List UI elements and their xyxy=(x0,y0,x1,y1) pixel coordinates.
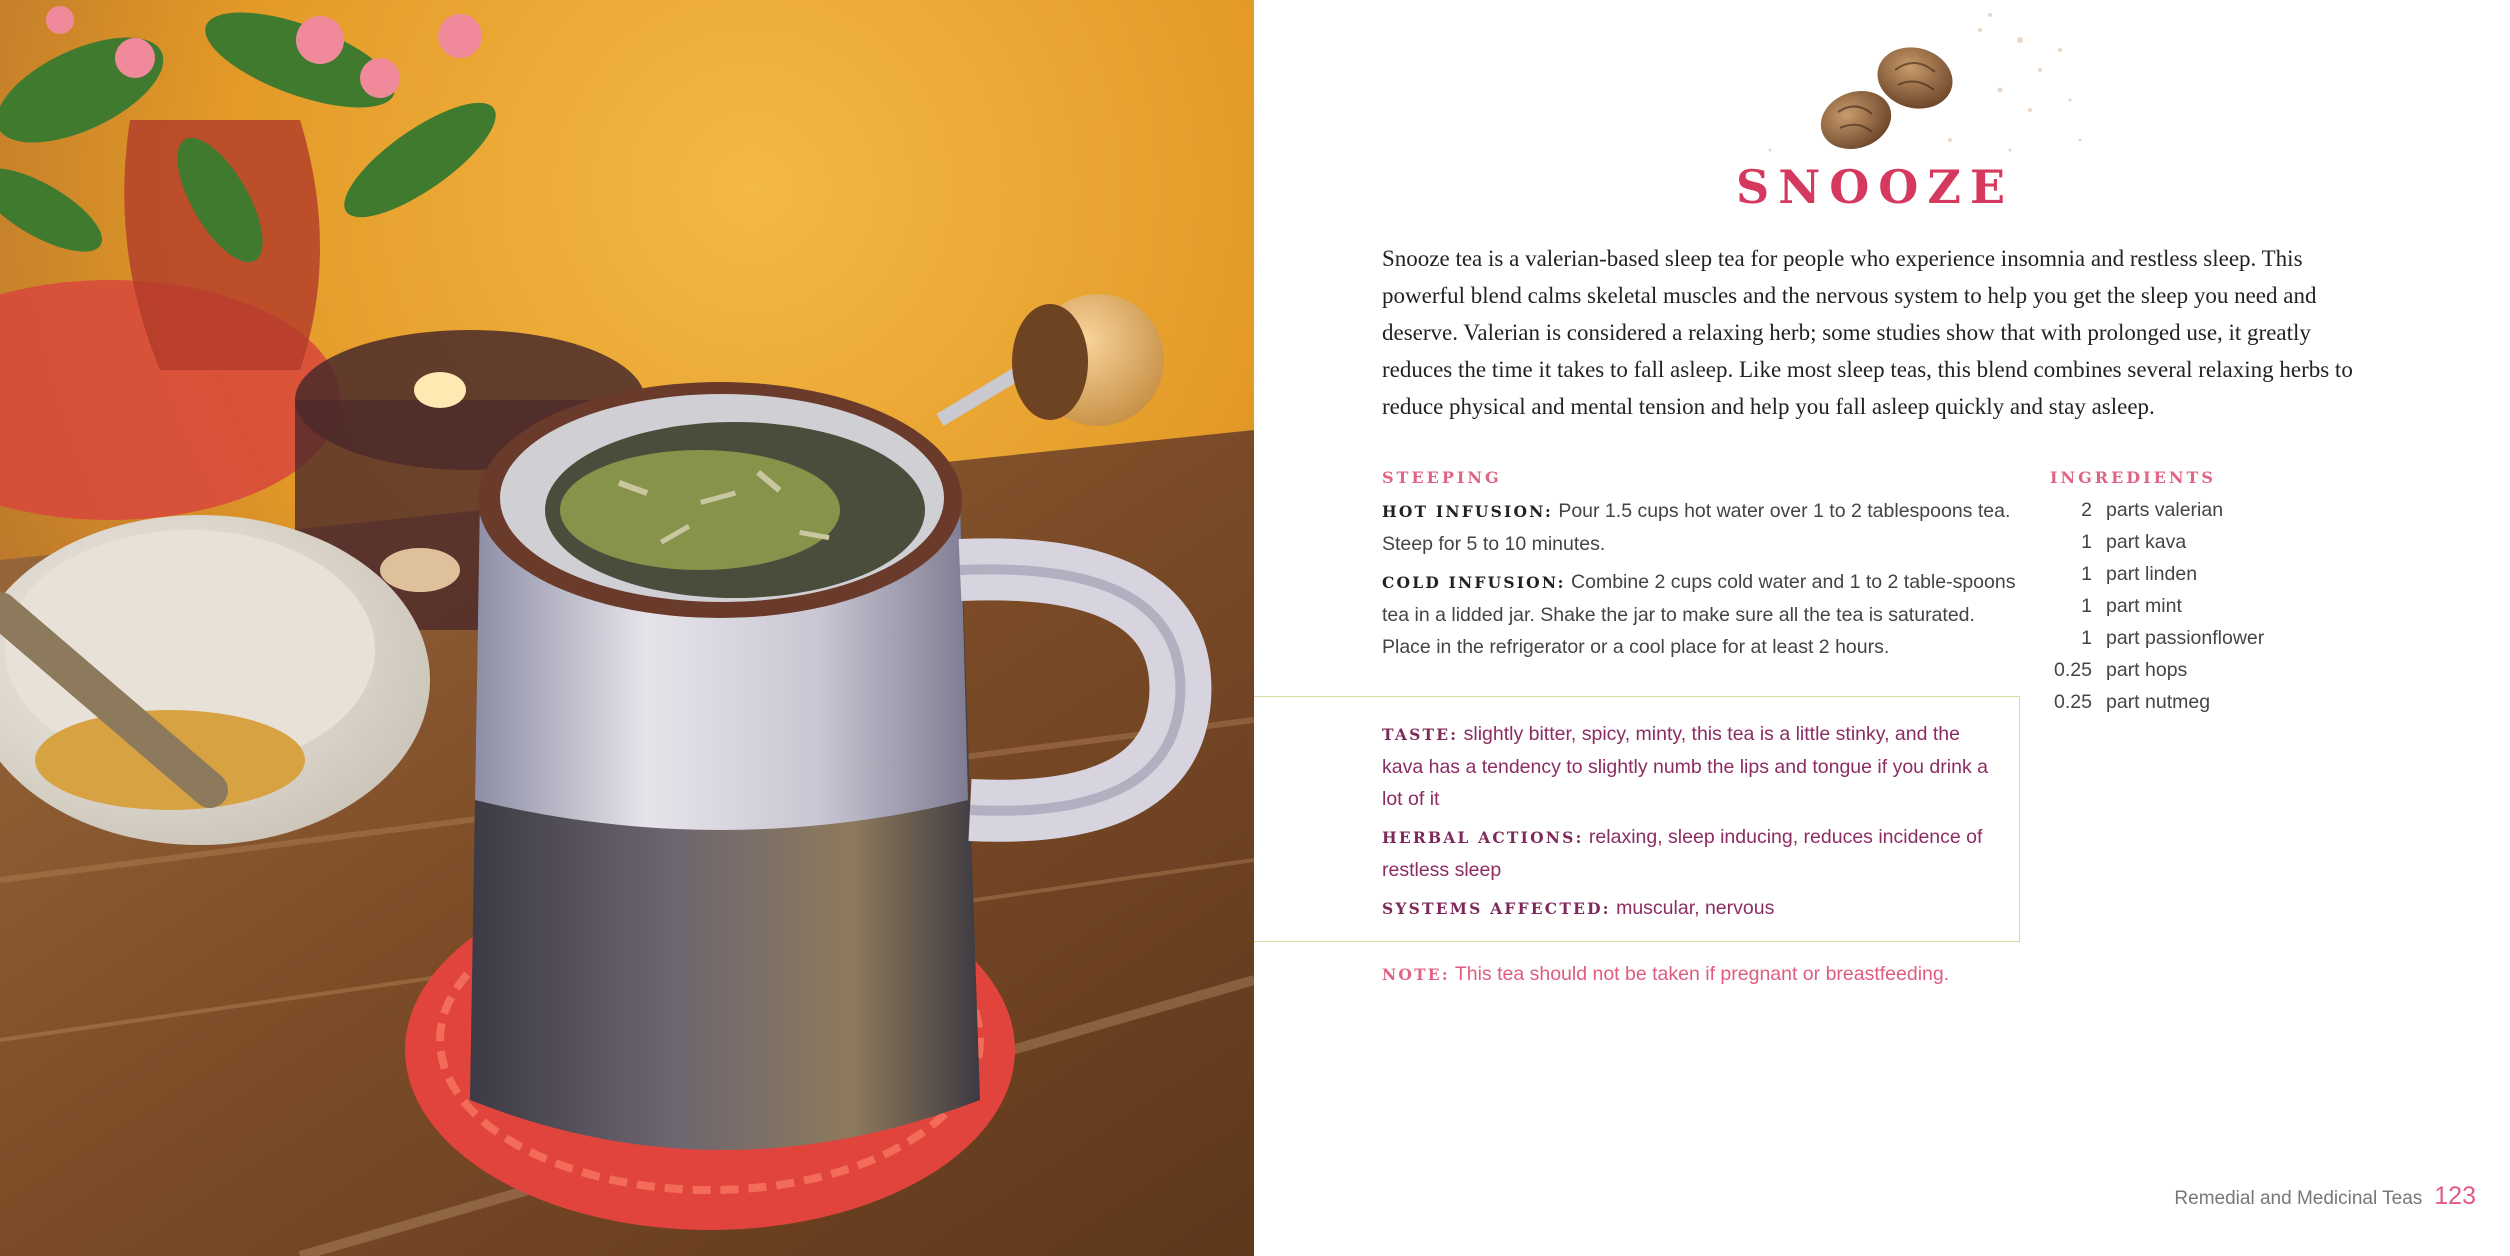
recipe-title: SNOOZE xyxy=(1735,160,2015,214)
tea-mug-photo xyxy=(0,0,1254,1256)
page-footer xyxy=(2174,1182,2476,1211)
taste xyxy=(1382,718,1992,815)
list-item: 0.25 part nutmeg xyxy=(2054,691,2211,713)
recipe-intro: Snooze tea is a valerian-based sleep tea for people who experience insomnia and restless sleep. This powerful blend calms skeletal muscles and the nervous system to help you get the sleep you need and deserve. Valerian is considered a relaxing herb; some studies show that with prolonged use, it greatly reduces the time it takes to fall asleep. Like most sleep teas, this blend combines several relaxing herbs to reduce physical and mental tension and help you fall asleep quickly and stay asleep. xyxy=(1382,246,2353,419)
pregnancy-note xyxy=(1382,958,1949,991)
list-item: 2 parts valerian xyxy=(2081,499,2224,521)
systems-affected-label: SYSTEMS AFFECTED: xyxy=(1382,899,1611,918)
photo-illustration xyxy=(0,0,1254,1256)
systems-affected xyxy=(1382,892,1992,925)
running-head: Remedial and Medicinal Teas xyxy=(2174,1188,2423,1209)
taste-label: TASTE: xyxy=(1382,725,1459,744)
herbal-actions xyxy=(1382,821,1992,886)
herbal-actions-text: relaxing, sleep inducing, reduces incidence of restless sleep xyxy=(1382,826,1983,881)
ingredients-heading: INGREDIENTS xyxy=(2050,468,2216,487)
note-text: This tea should not be taken if pregnant or breastfeeding. xyxy=(1454,963,1950,985)
taste-text: slightly bitter, spicy, minty, this tea is a little stinky, and the kava has a tendency to slightly numb the lips and tongue if you drink a lot of it xyxy=(1382,723,1988,810)
list-item: 1 part mint xyxy=(2081,595,2182,617)
list-item: 1 part passionflower xyxy=(2081,627,2265,649)
note-label: NOTE: xyxy=(1382,965,1450,984)
list-item: 0.25 part hops xyxy=(2054,659,2188,681)
systems-affected-text: muscular, nervous xyxy=(1616,897,1775,919)
hot-infusion-text: Pour 1.5 cups hot water over 1 to 2 tablespoons tea. Steep for 5 to 10 minutes. xyxy=(1382,500,2011,555)
ingredients-list xyxy=(2050,494,2264,718)
hot-infusion-label: HOT INFUSION: xyxy=(1382,502,1553,521)
list-item: 1 part kava xyxy=(2081,531,2187,553)
page-number: 123 xyxy=(2434,1182,2476,1210)
herbal-actions-label: HERBAL ACTIONS: xyxy=(1382,828,1584,847)
list-item: 1 part linden xyxy=(2081,563,2198,585)
cold-infusion-label: COLD INFUSION: xyxy=(1382,573,1566,592)
hot-infusion xyxy=(1382,495,2022,560)
steeping-heading: STEEPING xyxy=(1382,468,1502,487)
cold-infusion-text: Combine 2 cups cold water and 1 to 2 table-spoons tea in a lidded jar. Shake the jar to make sure all the tea is saturated. Place in the refrigerator or a cool place for at least 2 hours. xyxy=(1382,571,2016,658)
cold-infusion xyxy=(1382,566,2022,663)
